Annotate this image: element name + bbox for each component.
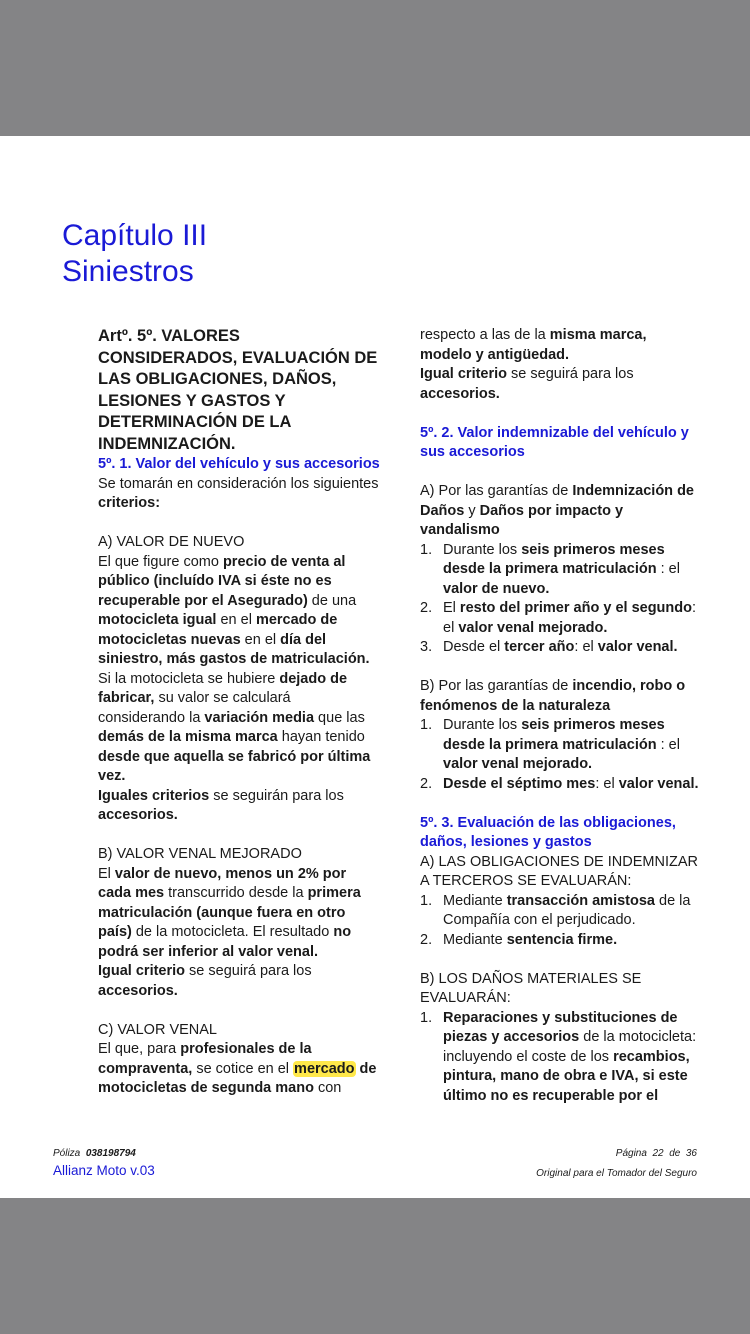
product-name: Allianz Moto v.03 [53, 1163, 155, 1178]
valor-venal-accesorios: Igual criterio se seguirá para los accesorios. [420, 366, 634, 402]
list-item: 2. El resto del primer año y el segundo: el valor venal mejorado. [420, 600, 697, 636]
highlighted-word[interactable]: mercado [294, 1060, 355, 1077]
chapter-number: Capítulo III [62, 219, 208, 252]
left-column [98, 326, 380, 1099]
section-5-3-b-list [420, 1009, 700, 1107]
section-5-3-a-list [420, 892, 700, 951]
valor-venal-mejorado-accesorios: Igual criterio se seguirá para los accesorios. [98, 963, 312, 999]
section-5-1-heading: 5º. 1. Valor del vehículo y sus accesorios [98, 456, 380, 472]
section-5-2-a-list [420, 541, 700, 658]
policy-number: Póliza 038198794 [53, 1148, 136, 1159]
document-page [0, 136, 750, 1198]
section-5-2-a: A) Por las garantías de Indemnización de Daños y Daños por impacto y vandalismo [420, 483, 694, 538]
list-item: 2. Desde el séptimo mes: el valor venal. [420, 775, 699, 792]
section-5-3-a-title: A) LAS OBLIGACIONES DE INDEMNIZAR A TERCEROS SE EVALUARÁN: [420, 853, 698, 889]
section-5-2-b: B) Por las garantías de incendio, robo o fenómenos de la naturaleza [420, 678, 686, 714]
continuation-text: respecto a las de la misma marca, modelo y antigüedad. [420, 327, 647, 363]
valor-venal-mejorado-text: El valor de nuevo, menos un 2% por cada mes transcurrido desde la primera matriculación (aunque fuera en otro país) de la motocicleta. El resultado no podrá ser inferior al valor venal. [98, 865, 361, 960]
list-item: 1. Mediante transacción amistosa de la Compañía con el perjudicado. [420, 892, 691, 928]
list-item: 3. Desde el tercer año: el valor venal. [420, 639, 678, 655]
section-5-1-intro: Se tomarán en consideración los siguientes criterios: [98, 475, 379, 511]
valor-nuevo-title: A) VALOR DE NUEVO [98, 534, 245, 550]
chapter-heading [62, 218, 207, 290]
right-column [420, 326, 700, 1106]
page-number: Página 22 de 36 [615, 1148, 697, 1159]
valor-venal-title: C) VALOR VENAL [98, 1021, 217, 1038]
footer-right [536, 1146, 697, 1181]
list-item: 1. Durante los seis primeros meses desde la primera matriculación : el valor venal mejorado. [420, 717, 680, 772]
section-5-3-heading: 5º. 3. Evaluación de las obligaciones, daños, lesiones y gastos [420, 814, 676, 850]
valor-venal-mejorado-title: B) VALOR VENAL MEJORADO [98, 846, 302, 862]
footer-left [53, 1146, 155, 1181]
original-note: Original para el Tomador del Seguro [536, 1168, 697, 1179]
list-item: 1. Reparaciones y substituciones de piezas y accesorios de la motocicleta: incluyendo el coste de los recambios, pintura, mano de obra e IVA, si este último no es recuperable por el [420, 1009, 697, 1104]
list-item: 1. Durante los seis primeros meses desde la primera matriculación : el valor de nuevo. [420, 541, 680, 597]
valor-venal-text: El que, para profesionales de la compraventa, se cotice en el mercado de motocicletas de segunda mano con [98, 1041, 377, 1096]
list-item: 2. Mediante sentencia firme. [420, 931, 618, 948]
section-5-2-b-list [420, 716, 700, 794]
valor-nuevo-accesorios: Iguales criterios se seguirán para los accesorios. [98, 787, 344, 823]
section-5-3-b-title: B) LOS DAÑOS MATERIALES SE EVALUARÁN: [420, 970, 642, 1006]
chapter-title: Siniestros [62, 255, 194, 288]
section-5-2-heading: 5º. 2. Valor indemnizable del vehículo y sus accesorios [420, 424, 689, 460]
article-title: Artº. 5º. VALORES CONSIDERADOS, EVALUACIÓN DE LAS OBLIGACIONES, DAÑOS, LESIONES Y GASTOS Y DETERMINACIÓN DE LA INDEMNIZACIÓN. [98, 327, 378, 453]
valor-nuevo-text: El que figure como precio de venta al público (incluído IVA si éste no es recuperable por el Asegurado) de una motocicleta igual en el mercado de motocicletas nuevas en el día del siniestro, más gastos de matriculación. Si la motocicleta se hubiere dejado de fabricar, su valor se calculará considerando la variación media que las demás de la misma marca hayan tenido desde que aquella se fabricó por última vez. [98, 553, 371, 784]
